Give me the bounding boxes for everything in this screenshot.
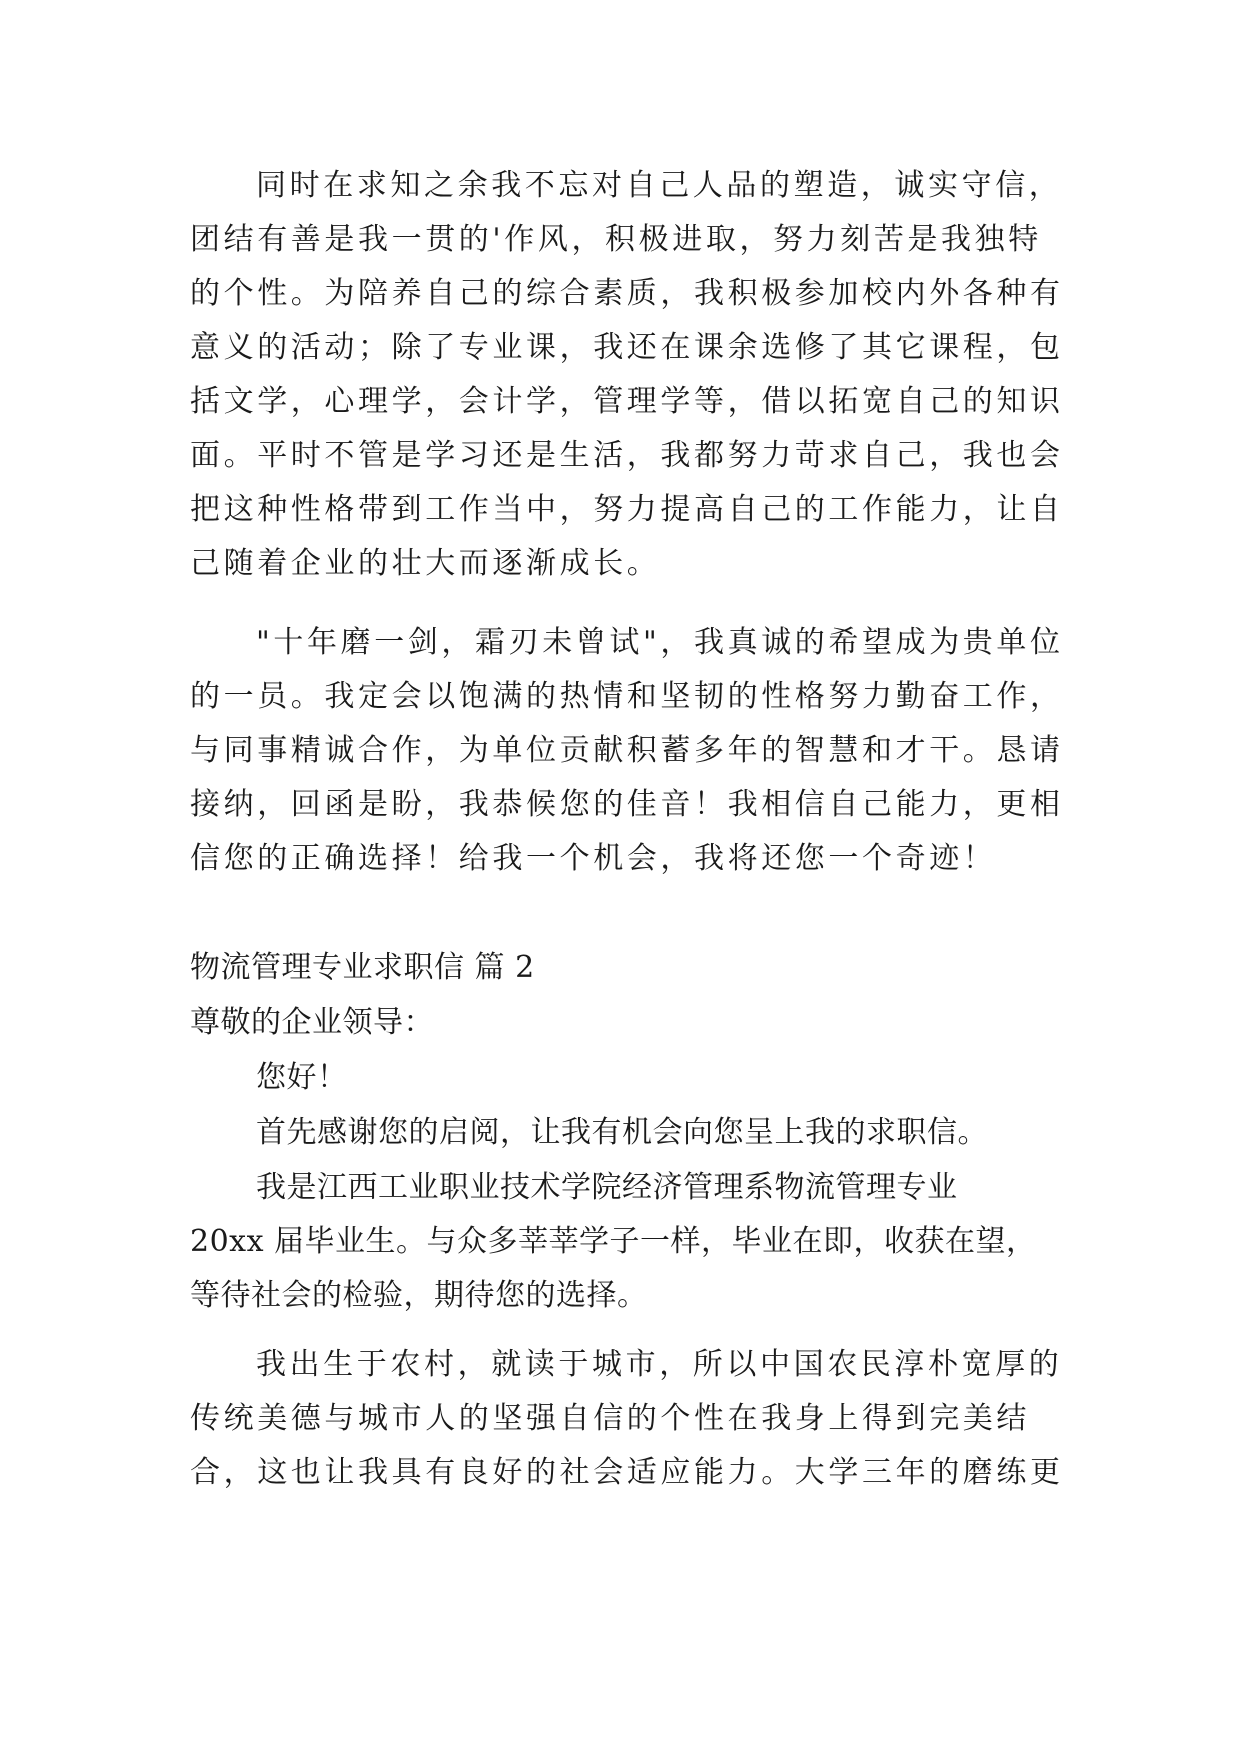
text-line: 把这种性格带到工作当中，努力提高自己的工作能力，让自: [190, 492, 1064, 527]
text-line: 接纳，回函是盼，我恭候您的佳音！我相信自己能力，更相: [190, 787, 1064, 822]
text-line: 等待社会的检验，期待您的选择。: [190, 1278, 648, 1313]
text-line: 括文学，心理学，会计学，管理学等，借以拓宽自己的知识: [190, 384, 1064, 419]
text-line: 合，这也让我具有良好的社会适应能力。大学三年的磨练更: [190, 1455, 1064, 1490]
text-line: 20xx 届毕业生。与众多莘莘学子一样，毕业在即，收获在望，: [190, 1224, 1037, 1259]
text-line: 团结有善是我一贯的'作风，积极进取，努力刻苦是我独特: [190, 222, 1042, 257]
text-line: 的个性。为陪养自己的综合素质，我积极参加校内外各种有: [190, 276, 1064, 311]
text-line: 我出生于农村，就读于城市，所以中国农民淳朴宽厚的: [256, 1347, 1063, 1382]
text-line: 传统美德与城市人的坚强自信的个性在我身上得到完美结: [190, 1401, 1030, 1436]
text-line: 的一员。我定会以饱满的热情和坚韧的性格努力勤奋工作，: [190, 679, 1064, 714]
salutation: 尊敬的企业领导：: [190, 1005, 434, 1040]
text-line: 同时在求知之余我不忘对自己人品的塑造，诚实守信，: [256, 168, 1063, 203]
text-line: 意义的活动；除了专业课，我还在课余选修了其它课程，包: [190, 330, 1064, 365]
text-line: 与同事精诚合作，为单位贡献积蓄多年的智慧和才干。恳请: [190, 733, 1064, 768]
greeting: 您好！: [256, 1060, 348, 1095]
text-line: 信您的正确选择！给我一个机会，我将还您一个奇迹！: [190, 841, 997, 876]
section-title: 物流管理专业求职信 篇 2: [190, 950, 535, 985]
text-line: 我是江西工业职业技术学院经济管理系物流管理专业: [256, 1170, 958, 1205]
thanks-line: 首先感谢您的启阅，让我有机会向您呈上我的求职信。: [256, 1115, 988, 1150]
text-line: 己随着企业的壮大而逐渐成长。: [190, 546, 661, 581]
text-line: "十年磨一剑，霜刃未曾试"，我真诚的希望成为贵单位: [256, 625, 1064, 660]
text-line: 面。平时不管是学习还是生活，我都努力苛求自己，我也会: [190, 438, 1064, 473]
